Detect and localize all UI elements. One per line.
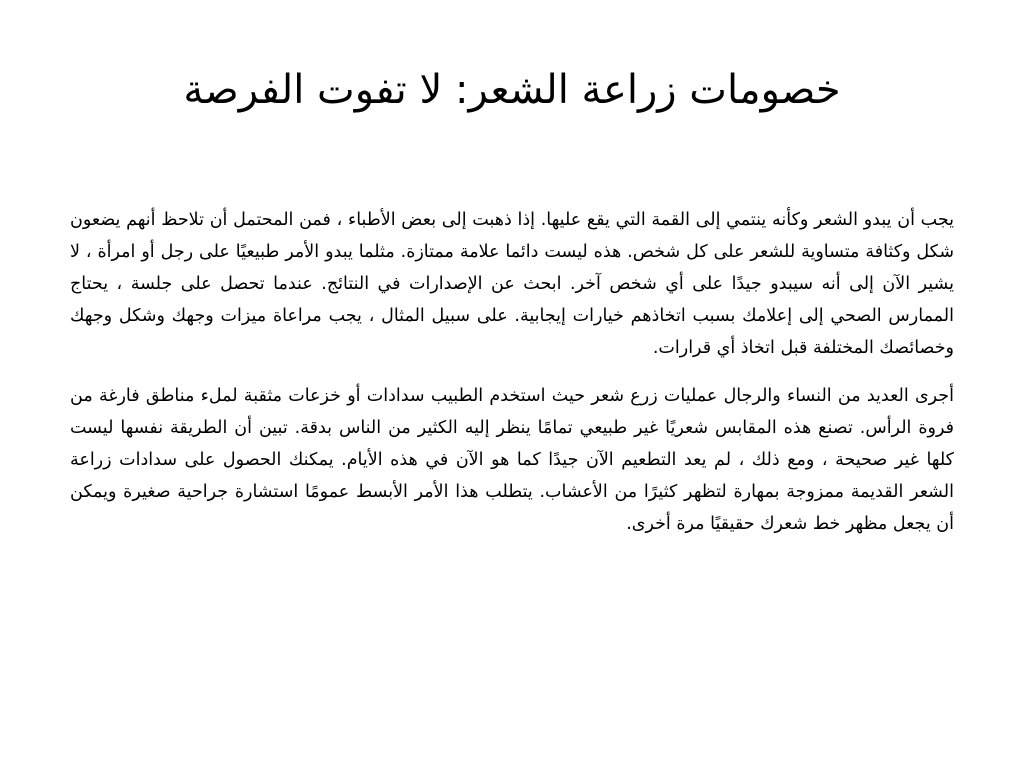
body-paragraph-1: يجب أن يبدو الشعر وكأنه ينتمي إلى القمة التي يقع عليها. إذا ذهبت إلى بعض الأطباء ، فمن المحتمل أن تلاحظ أنهم يضعون شكل وكثافة متساوية للشعر على كل شخص. هذه ليست دائما علامة ممتازة. مثلما يبدو الأمر طبيعيًا على رجل أو امرأة ، لا يشير الآن إلى أنه سيبدو جيدًا على أي شخص آخر. ابحث عن الإصدارات في النتائج. عندما تحصل على جلسة ، يحتاج الممارس الصحي إلى إعلامك بسبب اتخاذهم خيارات إيجابية. على سبيل المثال ، يجب مراعاة ميزات وجهك وشكل وجهك وخصائصك المختلفة قبل اتخاذ أي قرارات. — [70, 210, 954, 358]
body-paragraph-2: أجرى العديد من النساء والرجال عمليات زرع شعر حيث استخدم الطبيب سدادات أو خزعات مثقبة لملء مناطق فارغة من فروة الرأس. تصنع هذه المقابس شعريًا غير طبيعي تمامًا ينظر إليه الكثير من الناس بدقة. تبين أن الطريقة نفسها ليست كلها غير صحيحة ، ومع ذلك ، لم يعد التطعيم الآن جيدًا كما هو الآن في هذه الأيام. يمكنك الحصول على سدادات زراعة الشعر القديمة ممزوجة بمهارة لتظهر كثيرًا من الأعشاب. يتطلب هذا الأمر الأبسط عمومًا استشارة جراحية صغيرة ويمكن أن يجعل مظهر خط شعرك حقيقيًا مرة أخرى. — [70, 386, 954, 534]
slide-body — [70, 204, 954, 556]
slide-title: خصومات زراعة الشعر: لا تفوت الفرصة — [183, 67, 841, 113]
